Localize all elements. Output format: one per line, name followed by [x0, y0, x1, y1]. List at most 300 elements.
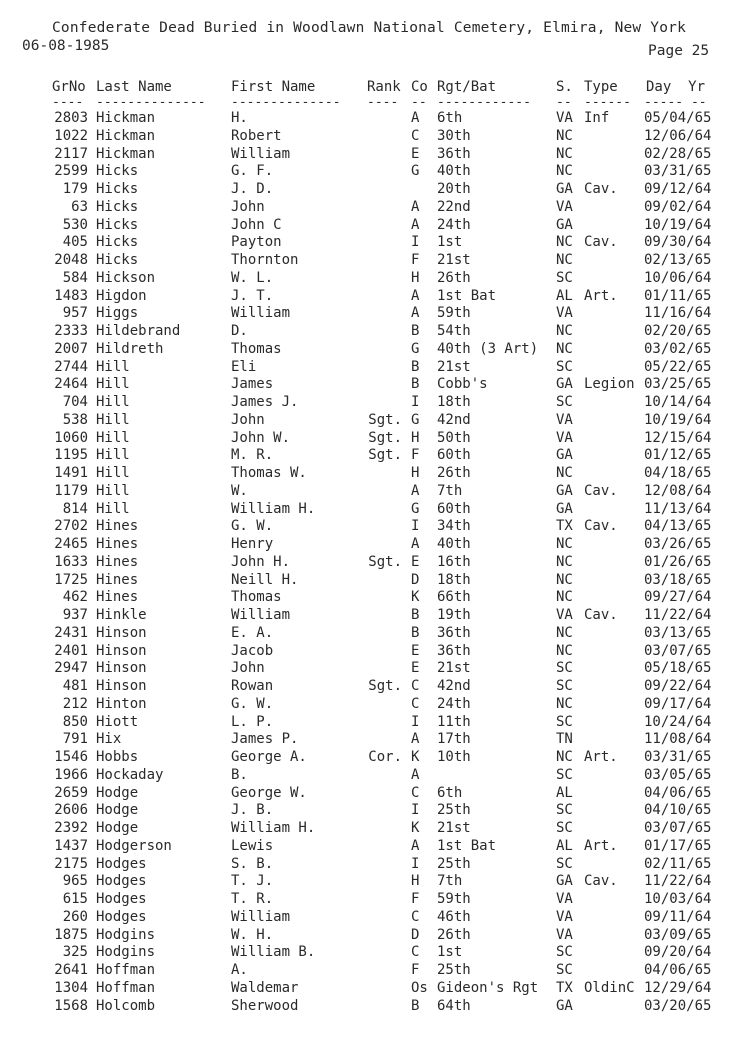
- state: SC: [556, 944, 573, 961]
- grave-number: 1966: [54, 766, 88, 783]
- death-date: 09/30/64: [644, 234, 712, 251]
- first-name: Thomas: [231, 340, 282, 357]
- table-row: [0, 696, 750, 714]
- grave-number: 1568: [54, 997, 88, 1014]
- unit-type: Cav.: [584, 873, 618, 890]
- death-date: 03/26/65: [644, 536, 712, 552]
- table-row: [0, 891, 750, 909]
- underline-day-yr: ----- --: [644, 95, 707, 110]
- first-name: George W.: [231, 784, 307, 801]
- death-date: 03/31/65: [644, 163, 712, 180]
- regiment: 19th: [437, 607, 471, 623]
- first-name: William B.: [231, 944, 316, 961]
- death-date: 12/08/64: [644, 482, 712, 499]
- regiment: 26th: [437, 269, 471, 286]
- first-name: Rowan: [231, 678, 274, 694]
- last-name: Higdon: [96, 287, 147, 304]
- table-row: [0, 217, 750, 235]
- first-name: H.: [231, 110, 248, 126]
- state: VA: [556, 198, 573, 215]
- state: VA: [556, 429, 573, 446]
- company: K: [411, 749, 420, 765]
- company: G: [411, 411, 420, 428]
- last-name: Hildebrand: [96, 323, 181, 339]
- table-row: [0, 927, 750, 945]
- company: A: [411, 837, 420, 854]
- first-name: John: [231, 660, 265, 677]
- grave-number: 2599: [54, 163, 88, 180]
- death-date: 01/11/65: [644, 287, 712, 304]
- company: H: [411, 873, 420, 890]
- company: C: [411, 695, 420, 712]
- company: A: [411, 110, 420, 126]
- state: SC: [556, 269, 573, 286]
- table-row: [0, 305, 750, 323]
- death-date: 11/22/64: [644, 607, 712, 623]
- first-name: Neill H.: [231, 571, 299, 588]
- grave-number: 704: [62, 394, 88, 410]
- last-name: Hix: [96, 731, 122, 748]
- document-title: Confederate Dead Buried in Woodlawn National Cemetery, Elmira, New York: [52, 20, 687, 36]
- grave-number: 2803: [54, 110, 88, 126]
- page-number: Page 25: [648, 43, 710, 59]
- table-row: [0, 341, 750, 359]
- state: VA: [556, 110, 573, 126]
- death-date: 05/22/65: [644, 358, 712, 375]
- state: AL: [556, 784, 573, 801]
- grave-number: 1304: [54, 979, 88, 996]
- state: SC: [556, 962, 573, 978]
- grave-number: 1546: [54, 749, 88, 765]
- grave-number: 405: [62, 234, 88, 251]
- state: NC: [556, 234, 573, 251]
- grave-number: 1483: [54, 287, 88, 304]
- first-name: T. J.: [231, 873, 274, 890]
- grave-number: 538: [62, 411, 88, 428]
- last-name: Hoffman: [96, 962, 156, 978]
- death-date: 02/13/65: [644, 252, 712, 268]
- death-date: 01/26/65: [644, 553, 712, 570]
- table-row: [0, 856, 750, 874]
- regiment: 21st: [437, 820, 471, 836]
- regiment: 36th: [437, 624, 471, 641]
- grave-number: 179: [62, 181, 88, 197]
- unit-type: Cav.: [584, 607, 618, 623]
- table-row: [0, 430, 750, 448]
- state: NC: [556, 589, 573, 606]
- rank: Sgt.: [368, 553, 402, 570]
- first-name: T. R.: [231, 891, 274, 907]
- grave-number: 1725: [54, 571, 88, 588]
- grave-number: 2464: [54, 376, 88, 393]
- company: I: [411, 855, 420, 872]
- table-row: [0, 110, 750, 128]
- last-name: Hodge: [96, 820, 139, 836]
- regiment: 25th: [437, 802, 471, 819]
- regiment: 59th: [437, 891, 471, 907]
- table-row: [0, 288, 750, 306]
- state: SC: [556, 713, 573, 730]
- state: TX: [556, 518, 573, 535]
- death-date: 02/20/65: [644, 323, 712, 339]
- grave-number: 530: [62, 216, 88, 233]
- grave-number: 615: [62, 891, 88, 907]
- company: F: [411, 447, 420, 464]
- first-name: Henry: [231, 536, 274, 552]
- death-date: 09/11/64: [644, 908, 712, 925]
- first-name: E. A.: [231, 624, 274, 641]
- company: B: [411, 358, 420, 375]
- grave-number: 2659: [54, 784, 88, 801]
- state: AL: [556, 837, 573, 854]
- grave-number: 1633: [54, 553, 88, 570]
- last-name: Hinkle: [96, 607, 147, 623]
- grave-number: 325: [62, 944, 88, 961]
- last-name: Hodgins: [96, 926, 156, 943]
- company: A: [411, 766, 420, 783]
- grave-number: 2431: [54, 624, 88, 641]
- state: GA: [556, 181, 573, 197]
- last-name: Hinson: [96, 642, 147, 659]
- company: C: [411, 944, 420, 961]
- death-date: 10/19/64: [644, 411, 712, 428]
- regiment: 1st: [437, 944, 463, 961]
- table-row: [0, 820, 750, 838]
- state: GA: [556, 997, 573, 1014]
- company: A: [411, 536, 420, 552]
- death-date: 09/02/64: [644, 198, 712, 215]
- first-name: George A.: [231, 749, 307, 765]
- first-name: W. L.: [231, 269, 274, 286]
- regiment: 46th: [437, 908, 471, 925]
- grave-number: 2465: [54, 536, 88, 552]
- grave-number: 2007: [54, 340, 88, 357]
- first-name: William: [231, 607, 291, 623]
- first-name: Thomas: [231, 589, 282, 606]
- company: F: [411, 891, 420, 907]
- state: NC: [556, 465, 573, 481]
- grave-number: 2333: [54, 323, 88, 339]
- regiment: 16th: [437, 553, 471, 570]
- regiment: 50th: [437, 429, 471, 446]
- state: VA: [556, 926, 573, 943]
- grave-number: 212: [62, 695, 88, 712]
- company: C: [411, 127, 420, 144]
- burial-list: [0, 110, 750, 1015]
- unit-type: Inf: [584, 110, 610, 126]
- death-date: 01/17/65: [644, 837, 712, 854]
- header-rgt-bat: Rgt/Bat: [437, 79, 497, 95]
- table-row: [0, 767, 750, 785]
- rank: Sgt.: [368, 678, 402, 694]
- grave-number: 814: [62, 500, 88, 517]
- grave-number: 2401: [54, 642, 88, 659]
- unit-type: Art.: [584, 749, 618, 765]
- last-name: Hodgins: [96, 944, 156, 961]
- table-row: [0, 625, 750, 643]
- state: SC: [556, 660, 573, 677]
- state: NC: [556, 571, 573, 588]
- regiment: 17th: [437, 731, 471, 748]
- first-name: William H.: [231, 500, 316, 517]
- regiment: 18th: [437, 394, 471, 410]
- state: SC: [556, 855, 573, 872]
- first-name: G. W.: [231, 695, 274, 712]
- first-name: James: [231, 376, 274, 393]
- company: F: [411, 252, 420, 268]
- last-name: Hickman: [96, 145, 156, 162]
- death-date: 05/04/65: [644, 110, 712, 126]
- death-date: 10/24/64: [644, 713, 712, 730]
- document-date: 06-08-1985: [22, 38, 110, 54]
- grave-number: 1179: [54, 482, 88, 499]
- death-date: 11/08/64: [644, 731, 712, 748]
- last-name: Hicks: [96, 163, 139, 180]
- death-date: 04/06/65: [644, 962, 712, 978]
- unit-type: Cav.: [584, 518, 618, 535]
- death-date: 04/18/65: [644, 465, 712, 481]
- regiment: 40th (3 Art): [437, 340, 539, 357]
- last-name: Hinson: [96, 678, 147, 694]
- death-date: 02/28/65: [644, 145, 712, 162]
- company: I: [411, 713, 420, 730]
- state: NC: [556, 536, 573, 552]
- table-row: [0, 536, 750, 554]
- state: NC: [556, 145, 573, 162]
- regiment: 30th: [437, 127, 471, 144]
- last-name: Hickson: [96, 269, 156, 286]
- company: C: [411, 678, 420, 694]
- underline-rank: ----: [367, 95, 399, 110]
- regiment: 1st Bat: [437, 287, 497, 304]
- header-last-name: Last Name: [96, 79, 172, 95]
- first-name: John H.: [231, 553, 291, 570]
- table-row: [0, 731, 750, 749]
- last-name: Hines: [96, 536, 139, 552]
- death-date: 03/20/65: [644, 997, 712, 1014]
- company: D: [411, 926, 420, 943]
- company: E: [411, 553, 420, 570]
- state: TX: [556, 979, 573, 996]
- state: NC: [556, 127, 573, 144]
- first-name: W. H.: [231, 926, 274, 943]
- table-row: [0, 465, 750, 483]
- first-name: Jacob: [231, 642, 274, 659]
- grave-number: 2606: [54, 802, 88, 819]
- unit-type: Cav.: [584, 482, 618, 499]
- regiment: 40th: [437, 163, 471, 180]
- last-name: Hines: [96, 589, 139, 606]
- first-name: Payton: [231, 234, 282, 251]
- company: I: [411, 394, 420, 410]
- last-name: Hill: [96, 358, 130, 375]
- table-row: [0, 483, 750, 501]
- last-name: Hinson: [96, 660, 147, 677]
- first-name: Robert: [231, 127, 282, 144]
- first-name: D.: [231, 323, 248, 339]
- table-row: [0, 962, 750, 980]
- last-name: Hinton: [96, 695, 147, 712]
- first-name: William: [231, 908, 291, 925]
- company: H: [411, 269, 420, 286]
- last-name: Hill: [96, 482, 130, 499]
- regiment: 25th: [437, 962, 471, 978]
- state: VA: [556, 891, 573, 907]
- death-date: 10/03/64: [644, 891, 712, 907]
- company: A: [411, 482, 420, 499]
- last-name: Hodge: [96, 802, 139, 819]
- last-name: Hill: [96, 500, 130, 517]
- table-row: [0, 447, 750, 465]
- first-name: J. T.: [231, 287, 274, 304]
- state: NC: [556, 642, 573, 659]
- table-row: [0, 980, 750, 998]
- grave-number: 2048: [54, 252, 88, 268]
- table-row: [0, 518, 750, 536]
- death-date: 09/27/64: [644, 589, 712, 606]
- company: E: [411, 642, 420, 659]
- company: D: [411, 571, 420, 588]
- header-state: S.: [556, 79, 573, 95]
- underline-first-name: --------------: [231, 95, 341, 110]
- regiment: 34th: [437, 518, 471, 535]
- regiment: 66th: [437, 589, 471, 606]
- underline-last-name: --------------: [96, 95, 206, 110]
- state: VA: [556, 607, 573, 623]
- state: NC: [556, 553, 573, 570]
- state: VA: [556, 908, 573, 925]
- state: GA: [556, 482, 573, 499]
- company: H: [411, 465, 420, 481]
- first-name: S. B.: [231, 855, 274, 872]
- grave-number: 1491: [54, 465, 88, 481]
- grave-number: 937: [62, 607, 88, 623]
- last-name: Hill: [96, 429, 130, 446]
- first-name: William H.: [231, 820, 316, 836]
- company: H: [411, 429, 420, 446]
- last-name: Hockaday: [96, 766, 164, 783]
- regiment: Gideon's Rgt: [437, 979, 539, 996]
- company: Os: [411, 979, 428, 996]
- table-row: [0, 501, 750, 519]
- table-row: [0, 270, 750, 288]
- company: F: [411, 962, 420, 978]
- company: C: [411, 784, 420, 801]
- company: B: [411, 323, 420, 339]
- grave-number: 1022: [54, 127, 88, 144]
- first-name: B.: [231, 766, 248, 783]
- regiment: 6th: [437, 784, 463, 801]
- death-date: 04/06/65: [644, 784, 712, 801]
- regiment: 21st: [437, 252, 471, 268]
- table-row: [0, 909, 750, 927]
- company: G: [411, 500, 420, 517]
- death-date: 03/13/65: [644, 624, 712, 641]
- unit-type: Art.: [584, 287, 618, 304]
- company: E: [411, 145, 420, 162]
- last-name: Hodges: [96, 873, 147, 890]
- death-date: 03/25/65: [644, 376, 712, 393]
- first-name: James J.: [231, 394, 299, 410]
- company: K: [411, 589, 420, 606]
- header-co: Co: [411, 79, 428, 95]
- regiment: 26th: [437, 465, 471, 481]
- death-date: 03/31/65: [644, 749, 712, 765]
- rank: Sgt.: [368, 429, 402, 446]
- last-name: Hill: [96, 411, 130, 428]
- regiment: 18th: [437, 571, 471, 588]
- death-date: 10/19/64: [644, 216, 712, 233]
- death-date: 12/15/64: [644, 429, 712, 446]
- regiment: 64th: [437, 997, 471, 1014]
- first-name: W.: [231, 482, 248, 499]
- last-name: Hoffman: [96, 979, 156, 996]
- company: C: [411, 908, 420, 925]
- state: NC: [556, 340, 573, 357]
- death-date: 11/22/64: [644, 873, 712, 890]
- unit-type: Cav.: [584, 181, 618, 197]
- header-day-yr: Day Yr: [646, 79, 706, 95]
- death-date: 03/18/65: [644, 571, 712, 588]
- state: SC: [556, 766, 573, 783]
- state: NC: [556, 695, 573, 712]
- table-row: [0, 714, 750, 732]
- regiment: 40th: [437, 536, 471, 552]
- last-name: Hodges: [96, 855, 147, 872]
- first-name: John W.: [231, 429, 291, 446]
- state: SC: [556, 820, 573, 836]
- death-date: 12/06/64: [644, 127, 712, 144]
- first-name: G. W.: [231, 518, 274, 535]
- table-row: [0, 998, 750, 1016]
- death-date: 09/22/64: [644, 678, 712, 694]
- grave-number: 2702: [54, 518, 88, 535]
- company: K: [411, 820, 420, 836]
- regiment: 42nd: [437, 678, 471, 694]
- regiment: 1st: [437, 234, 463, 251]
- first-name: Thomas W.: [231, 465, 307, 481]
- table-row: [0, 749, 750, 767]
- first-name: William: [231, 305, 291, 322]
- rank: Sgt.: [368, 447, 402, 464]
- unit-type: Art.: [584, 837, 618, 854]
- first-name: Thornton: [231, 252, 299, 268]
- company: G: [411, 340, 420, 357]
- table-row: [0, 128, 750, 146]
- header-type: Type: [584, 79, 618, 95]
- last-name: Hicks: [96, 252, 139, 268]
- first-name: John C: [231, 216, 282, 233]
- death-date: 12/29/64: [644, 979, 712, 996]
- table-row: [0, 643, 750, 661]
- company: B: [411, 997, 420, 1014]
- grave-number: 2641: [54, 962, 88, 978]
- company: I: [411, 518, 420, 535]
- first-name: A.: [231, 962, 248, 978]
- first-name: M. R.: [231, 447, 274, 464]
- table-row: [0, 802, 750, 820]
- regiment: 26th: [437, 926, 471, 943]
- table-row: [0, 660, 750, 678]
- state: GA: [556, 376, 573, 393]
- rank: Sgt.: [368, 411, 402, 428]
- last-name: Hobbs: [96, 749, 139, 765]
- regiment: 60th: [437, 500, 471, 517]
- regiment: 7th: [437, 482, 463, 499]
- table-row: [0, 838, 750, 856]
- death-date: 11/16/64: [644, 305, 712, 322]
- death-date: 03/07/65: [644, 642, 712, 659]
